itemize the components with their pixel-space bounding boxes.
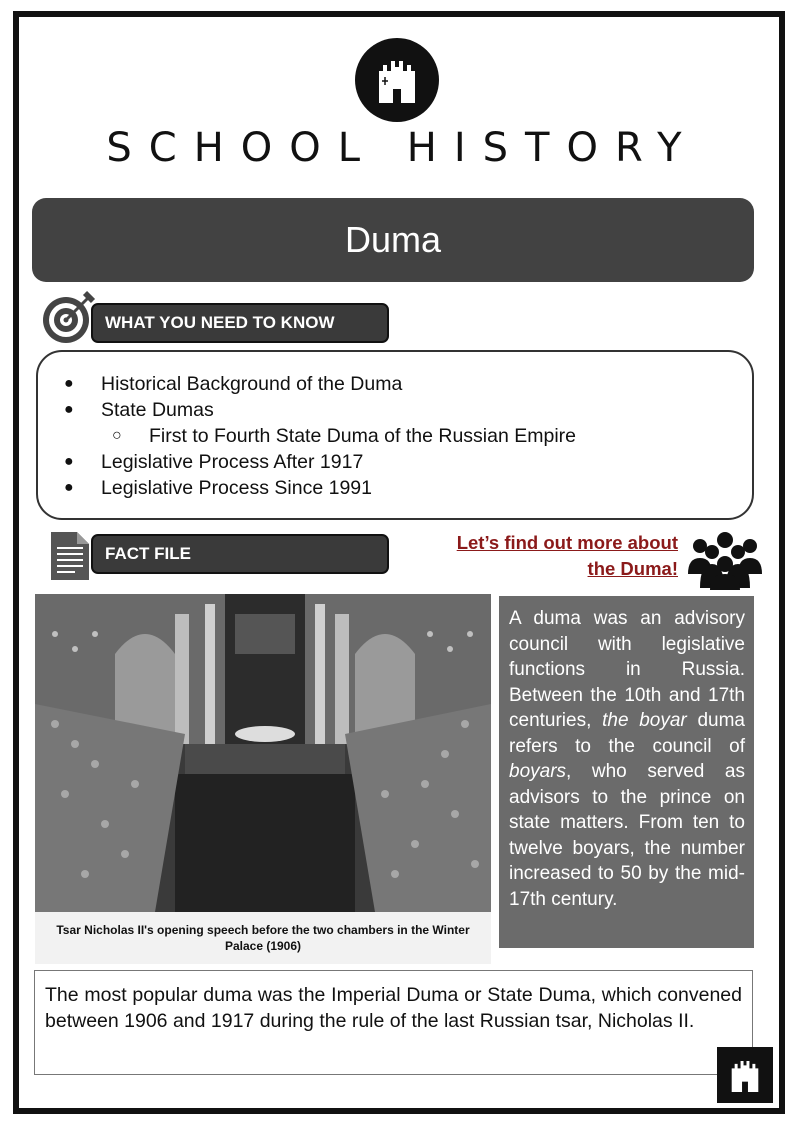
topic-list	[64, 371, 576, 501]
group-people-icon	[686, 530, 764, 595]
list-item: ● Legislative Process After 1917	[64, 451, 364, 473]
list-item: ● Legislative Process Since 1991	[64, 477, 372, 499]
photo-caption: Tsar Nicholas II's opening speech before the two chambers in the Winter Palace (1906)	[35, 912, 491, 964]
find-out-more-link[interactable]: Let’s find out more about the Duma!	[456, 532, 678, 579]
winter-palace-photo	[35, 594, 491, 912]
list-item: ● State Dumas	[64, 399, 214, 421]
brand-wordmark: SCHOOL HISTORY	[106, 125, 699, 171]
fact-file-text: A duma was an advisory council with legislative functions in Russia. Between the 10th and 17th centuries, the boyar duma refers to the council of boyars, who served as advisors to the prince on state matters. From ten to twelve boyars, the number increased to 50 by the mid-17th century.	[499, 596, 754, 948]
fact-file-header: FACT FILE	[91, 534, 389, 574]
castle-logo-icon	[355, 38, 439, 122]
what-you-need-to-know-header: WHAT YOU NEED TO KNOW	[91, 303, 389, 343]
state-duma-paragraph: The most popular duma was the Imperial Duma or State Duma, which convened between 1906 and 1917 during the rule of the last Russian tsar, Nicholas II.	[34, 970, 753, 1075]
page-title: Duma	[32, 198, 754, 282]
castle-corner-icon	[717, 1047, 773, 1103]
target-icon	[40, 290, 96, 351]
list-item: ● Historical Background of the Duma	[64, 373, 403, 395]
document-icon	[49, 530, 91, 587]
list-subitem: ○ First to Fourth State Duma of the Russian Empire	[112, 425, 577, 447]
